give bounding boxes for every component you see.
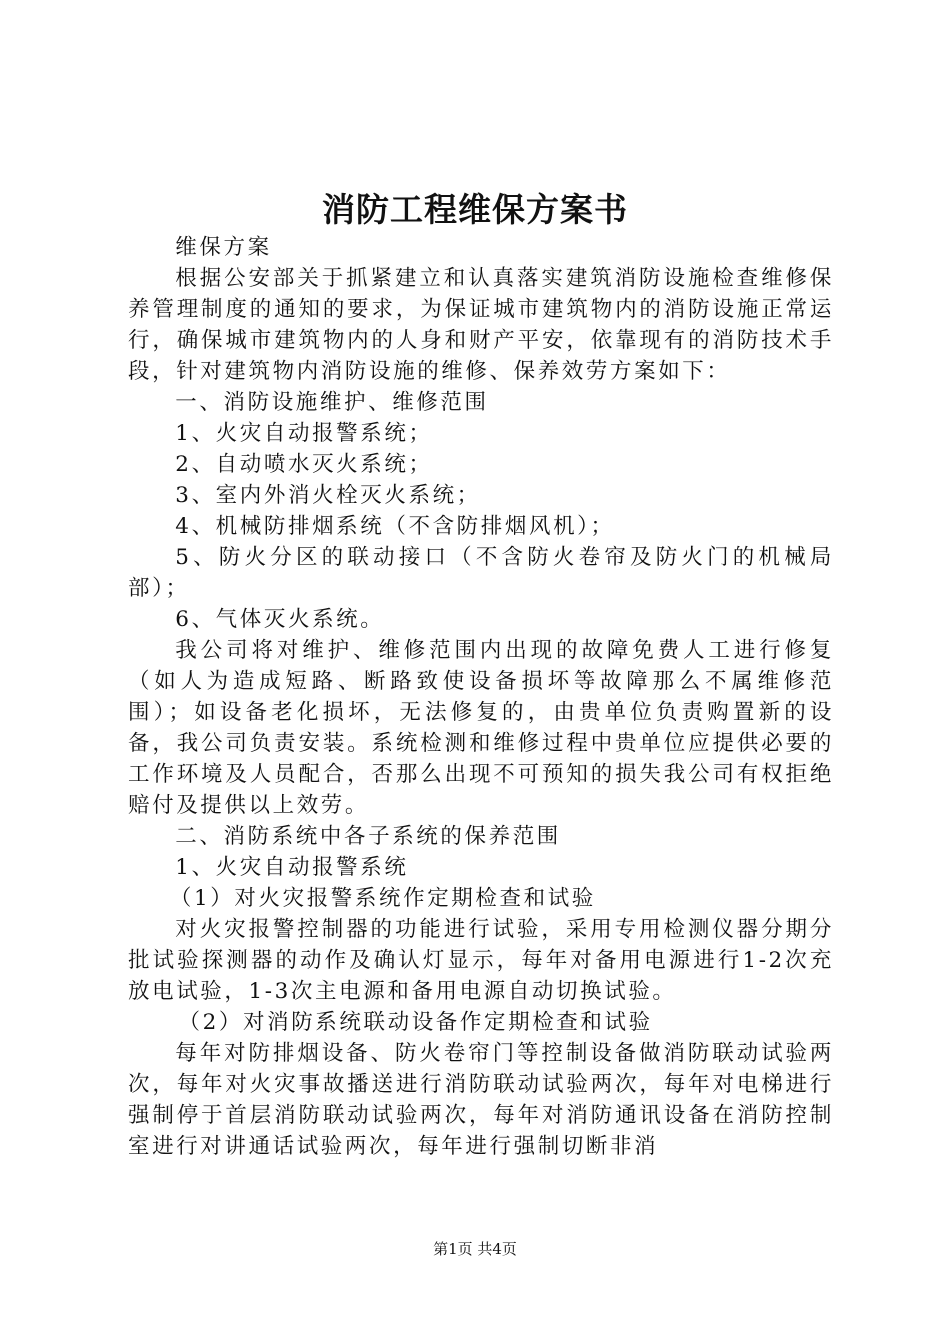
subsection-heading-fire-alarm: 1、火灾自动报警系统	[175, 855, 409, 880]
paragraph-alarm-test: 对火灾报警控制器的功能进行试验，采用专用检测仪器分期分批试验探测器的动作及确认灯显示，每年对备用电源进行1-2次充放电试验，1-3次主电源和备用电源自动切换试验。	[128, 917, 834, 1004]
page-footer: 第1页 共4页	[433, 1240, 517, 1258]
list-item-2: 2、自动喷水灭火系统；	[175, 452, 433, 477]
list-item-3: 3、室内外消火栓灭火系统；	[175, 483, 481, 508]
subsection-item-1: （1）对火灾报警系统作定期检查和试验	[169, 886, 596, 911]
document-body	[128, 232, 834, 1162]
section-heading-2: 二、消防系统中各子系统的保养范围	[175, 824, 561, 849]
list-item-1: 1、火灾自动报警系统；	[175, 421, 433, 446]
paragraph-linkage-test: 每年对防排烟设备、防火卷帘门等控制设备做消防联动试验两次，每年对火灾事故播送进行消防联动试验两次，每年对电梯进行强制停于首层消防联动试验两次，每年对消防通讯设备在消防控制室进行对讲通话试验两次，每年进行强制切断非消	[128, 1041, 834, 1159]
document-title: 消防工程维保方案书	[322, 190, 628, 229]
list-item-4: 4、机械防排烟系统（不含防排烟风机）；	[175, 514, 615, 539]
paragraph-intro: 根据公安部关于抓紧建立和认真落实建筑消防设施检查维修保养管理制度的通知的要求，为保证城市建筑物内的消防设施正常运行，确保城市建筑物内的人身和财产平安，依靠现有的消防技术手段，针对建筑物内消防设施的维修、保养效劳方案如下：	[128, 266, 834, 384]
paragraph-repair-terms: 我公司将对维护、维修范围内出现的故障免费人工进行修复（如人为造成短路、断路致使设备损坏等故障那么不属维修范围）；如设备老化损坏，无法修复的，由贵单位负责购置新的设备，我公司负责安装。系统检测和维修过程中贵单位应提供必要的工作环境及人员配合，否那么出现不可预知的损失我公司有权拒绝赔付及提供以上效劳。	[128, 638, 834, 818]
paragraph-heading-plan: 维保方案	[175, 235, 272, 260]
subsection-item-2: （2）对消防系统联动设备作定期检查和试验	[178, 1010, 653, 1035]
section-heading-1: 一、消防设施维护、维修范围	[175, 390, 489, 415]
list-item-6: 6、气体灭火系统。	[175, 607, 385, 632]
list-item-5: 5、防火分区的联动接口（不含防火卷帘及防火门的机械局部）；	[128, 545, 834, 601]
